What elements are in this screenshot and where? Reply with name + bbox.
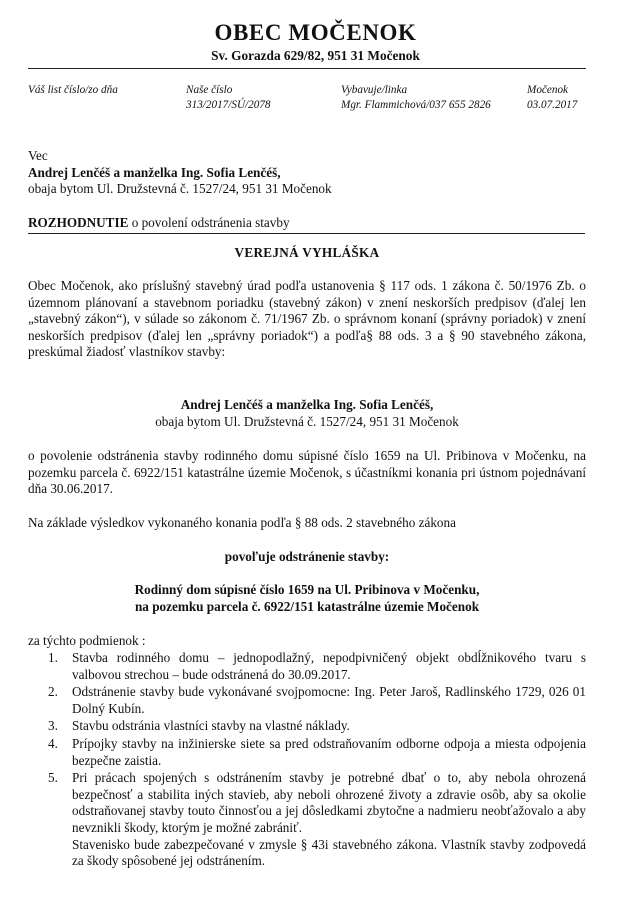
decision-subject bbox=[28, 215, 585, 234]
condition-text: Pri prácach spojených s odstránením stavby je potrebné dbať o to, aby nebola ohrozená bezpečnosť a stabilita iných stavieb, aby neboli ohrozené životy a zdravie osôb, aby sa okolie odstraňovanej stavby touto činnosťou a jej dôsledkami zbytočne a nadmieru neobťažovalo a aby nevznikli škody, ktorým je možné zabrániť. bbox=[72, 770, 586, 835]
condition-item bbox=[28, 718, 586, 735]
applicants-names: Andrej Lenčéš a manželka Ing. Sofia Lenčéš, bbox=[180, 397, 434, 412]
condition-text: Prípojky stavby na inžinierske siete sa pred odstraňovaním odborne odpoja a miesta odpojenia bezpečne zaistia. bbox=[72, 735, 586, 768]
condition-text-continued: Stavenisko bude zabezpečované v zmysle § 43i stavebného zákona. Vlastník stavby zodpovedá za škody spôsobené jej odstránením. bbox=[72, 836, 586, 869]
condition-text: Stavbu odstránia vlastníci stavby na vlastné náklady. bbox=[72, 718, 350, 734]
municipality-address: Sv. Gorazda 629/82, 951 31 Močenok bbox=[211, 48, 420, 63]
addressee-names: Andrej Lenčéš a manželka Ing. Sofia Lenčéš, bbox=[28, 164, 281, 180]
addressee-block bbox=[28, 148, 332, 198]
paragraph-intro: Obec Močenok, ako príslušný stavebný úrad podľa ustanovenia § 117 ods. 1 zákona č. 50/1976 Zb. o územnom plánovaní a stavebnom poriadku (stavebný zákon) v znení neskorších predpisov (ďalej len „stavebný zákon“), v súlade so zákonom č. 71/1967 Zb. o správnom konaní (správny poriadok) v znení neskorších predpisov (ďalej len „správny poriadok“) a podľa§ 88 ods. 3 a § 90 stavebného zákona, preskúmal žiadosť vlastníkov stavby: bbox=[28, 278, 586, 360]
subject-bold: ROZHODNUTIE bbox=[28, 215, 129, 230]
subject-rest: o povolení odstránenia stavby bbox=[128, 215, 290, 230]
condition-number: 4. bbox=[48, 735, 58, 751]
building-description bbox=[28, 582, 586, 615]
condition-text: Stavba rodinného domu – jednopodlažný, nepodpivničený objekt obdĺžnikového tvaru s valbovou strechou – bude odstránená do 30.09.2017. bbox=[72, 650, 586, 682]
condition-text: Odstránenie stavby bude vykonávané svojpomocne: Ing. Peter Jaroš, Radlinského 1729, 026 01 Dolný Kubín. bbox=[72, 684, 586, 716]
meta-date-value: 03.07.2017 bbox=[527, 99, 578, 111]
applicants-residence: obaja bytom Ul. Družstevná č. 1527/24, 951 31 Močenok bbox=[155, 413, 459, 429]
addressee-residence: obaja bytom Ul. Družstevná č. 1527/24, 951 31 Močenok bbox=[28, 181, 332, 197]
meta-handler-value: Mgr. Flammichová/037 655 2826 bbox=[341, 99, 491, 111]
meta-your-letter-label: Váš list číslo/zo dňa bbox=[28, 84, 118, 96]
conditions-intro: za týchto podmienok : bbox=[28, 633, 146, 648]
meta-place-label: Močenok bbox=[527, 84, 568, 96]
meta-handler-label: Vybavuje/linka bbox=[341, 84, 408, 96]
heading-public-notice: VEREJNÁ VYHLÁŠKA bbox=[234, 245, 380, 260]
meta-our-number-label: Naše číslo bbox=[186, 84, 233, 96]
heading-allows: povoľuje odstránenie stavby: bbox=[224, 549, 390, 564]
municipality-title: OBEC MOČENOK bbox=[214, 20, 417, 45]
condition-item bbox=[28, 650, 586, 683]
applicants-block bbox=[28, 397, 586, 430]
meta-handler bbox=[341, 83, 491, 113]
condition-item bbox=[28, 684, 586, 717]
meta-our-number bbox=[186, 83, 271, 113]
condition-item bbox=[28, 770, 586, 870]
addressee-vec: Vec bbox=[28, 148, 48, 163]
meta-place-date bbox=[527, 83, 577, 113]
conditions-list bbox=[28, 650, 586, 871]
paragraph-permit: o povolenie odstránenia stavby rodinného domu súpisné číslo 1659 na Ul. Pribinova v Močenku, na pozemku parcela č. 6922/151 katastrálne územie Močenok, s účastníkmi konania pri ústnom pojednávaní dňa 30.06.2017. bbox=[28, 448, 586, 497]
meta-your-letter bbox=[28, 83, 118, 98]
building-line-1: Rodinný dom súpisné číslo 1659 na Ul. Pribinova v Močenku, bbox=[134, 582, 480, 597]
meta-our-number-value: 313/2017/SÚ/2078 bbox=[186, 99, 271, 111]
building-line-2: na pozemku parcela č. 6922/151 katastrálne územie Močenok bbox=[134, 598, 480, 614]
condition-number: 2. bbox=[48, 684, 58, 700]
condition-item bbox=[28, 736, 586, 769]
condition-number: 5. bbox=[48, 770, 58, 786]
condition-number: 1. bbox=[48, 650, 58, 665]
header-divider bbox=[28, 68, 586, 69]
condition-number: 3. bbox=[48, 718, 58, 734]
paragraph-basis: Na základe výsledkov vykonaného konania podľa § 88 ods. 2 stavebného zákona bbox=[28, 515, 456, 530]
